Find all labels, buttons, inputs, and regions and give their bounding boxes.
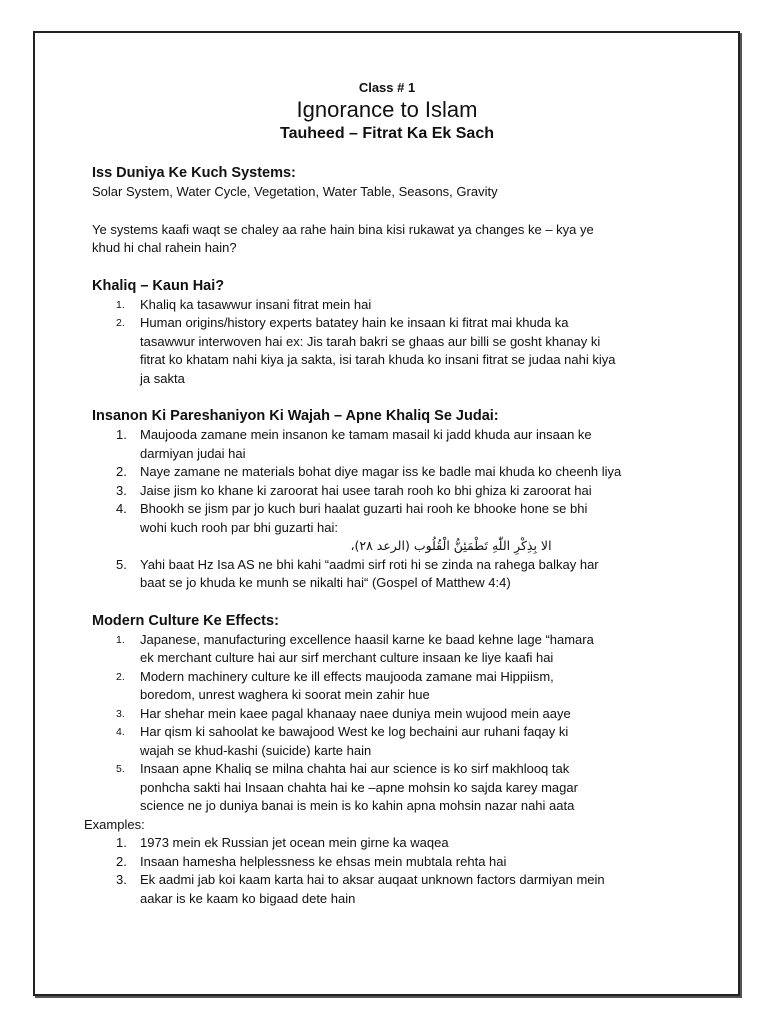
list-line: boredom, unrest waghera ki soorat mein zahir hue [140,687,430,702]
numbered-list [92,631,682,816]
page-subtitle: Tauheed – Fitrat Ka Ek Sach [280,125,494,142]
list-line: baat se jo khuda ke munh se nikalti hai“ (Gospel of Matthew 4:4) [140,575,511,590]
list-line: Bhookh se jism par jo kuch buri haalat guzarti hai rooh ke bhooke hone se bhi [140,501,588,516]
section-heading: Iss Duniya Ke Kuch Systems: [92,165,296,181]
list-item [92,296,682,315]
list-number: 1. [116,427,127,442]
list-number: 1. [116,835,127,850]
list-item [92,556,682,593]
paragraph-line: khud hi chal rahein hain? [92,240,237,255]
list-item [92,631,682,668]
list-line: Khaliq ka tasawwur insani fitrat mein hai [140,296,372,312]
list-item [92,834,682,853]
list-line: Har qism ki sahoolat ke bawajood West ke log bechaini aur ruhani faqay ki [140,724,569,739]
section-modern-culture [84,612,682,909]
list-item [92,705,682,724]
list-number: 4. [116,726,125,738]
list-line: Japanese, manufacturing excellence haasil karne ke baad kehne lage “hamara [140,631,594,647]
list-number: 1. [116,298,125,311]
list-line: Yahi baat Hz Isa AS ne bhi kahi “aadmi sirf roti hi se zinda na rahega balkay har [140,556,599,572]
list-line: 1973 mein ek Russian jet ocean mein girne ka waqea [140,835,449,850]
list-number: 2. [116,670,125,683]
list-line: Naye zamane ne materials bohat diye magar iss ke badle mai khuda ko cheenh liya [140,464,622,479]
numbered-list [92,426,682,593]
list-item [92,426,682,463]
list-item [92,668,682,705]
list-line: Human origins/history experts batatey hain ke insaan ki fitrat mai khuda ka [140,315,569,330]
list-line: fitrat ko khatam nahi kiya ja sakta, isi tarah khuda ko insani fitrat se judaa nahi kiya [140,352,616,367]
list-number: 5. [116,556,127,572]
paragraph-line: Ye systems kaafi waqt se chaley aa rahe hain bina kisi rukawat ya changes ke – kya ye [92,221,594,237]
list-number: 3. [116,872,127,887]
list-line: Ek aadmi jab koi kaam karta hai to aksar auqaat unknown factors darmiyan mein [140,872,605,887]
list-item [92,500,682,556]
list-item [92,723,682,760]
list-line: Insaan apne Khaliq se milna chahta hai aur science is ko sirf makhlooq tak [140,761,570,776]
list-number: 2. [116,317,125,329]
list-line: Modern machinery culture ke ill effects maujooda zamane mai Hippiism, [140,668,554,684]
section-heading: Khaliq – Kaun Hai? [92,277,225,294]
list-number: 3. [116,707,125,720]
section-khaliq [92,278,682,389]
list-item [92,314,682,388]
list-number: 1. [116,633,125,646]
systems-list-text: Solar System, Water Cycle, Vegetation, Water Table, Seasons, Gravity [92,184,498,199]
list-item [92,482,682,501]
list-line: wohi kuch rooh par bhi guzarti hai: [140,519,339,535]
document-body [84,80,682,908]
list-number: 2. [116,853,127,869]
arabic-verse: الا بِذِكْرِ اللّٰهِ تَطْمَئِنُّ الْقُلُوب (الرعد ۲۸)، [350,538,552,553]
section-pareshaniyan [92,408,682,593]
section-heading: Insanon Ki Pareshaniyon Ki Wajah – Apne Khaliq Se Judai: [92,408,499,424]
numbered-list [92,296,682,389]
list-line: science ne jo duniya banai is mein is ko kahin apna mohsin nazar nahi aata [140,798,575,813]
list-item [92,463,682,482]
list-line: darmiyan judai hai [140,445,246,461]
list-line: ponhcha sakti hai Insaan chahta hai ke –apne mohsin ko sajda karey magar [140,779,578,795]
list-number: 2. [116,464,127,479]
list-number: 5. [116,763,125,775]
class-label: Class # 1 [358,80,416,95]
examples-list [92,834,682,908]
examples-label: Examples: [84,816,145,832]
list-item [92,853,682,872]
list-number: 4. [116,501,127,516]
list-item [92,871,682,908]
list-line: Har shehar mein kaee pagal khanaay naee duniya mein wujood mein aaye [140,705,571,721]
list-line: Maujooda zamane mein insanon ke tamam masail ki jadd khuda aur insaan ke [140,427,592,442]
list-item [92,760,682,816]
list-line: ja sakta [140,370,185,386]
list-line: aakar is ke kaam ko bigaad dete hain [140,890,356,906]
list-line: tasawwur interwoven hai ex: Jis tarah bakri se ghaas aur billi se gosht khanay ki [140,333,601,349]
list-line: wajah se khud-kashi (suicide) karte hain [140,742,372,758]
list-line: Jaise jism ko khane ki zaroorat hai usee tarah rooh ko bhi ghiza ki zaroorat hai [140,482,592,498]
list-number: 3. [116,482,127,498]
section-systems [92,165,682,258]
page-title: Ignorance to Islam [296,97,478,122]
list-line: ek merchant culture hai aur sirf merchant culture insaan ke liye kaafi hai [140,650,554,665]
list-line: Insaan hamesha helplessness ke ehsas mein mubtala rehta hai [140,853,507,869]
section-heading: Modern Culture Ke Effects: [92,612,279,629]
